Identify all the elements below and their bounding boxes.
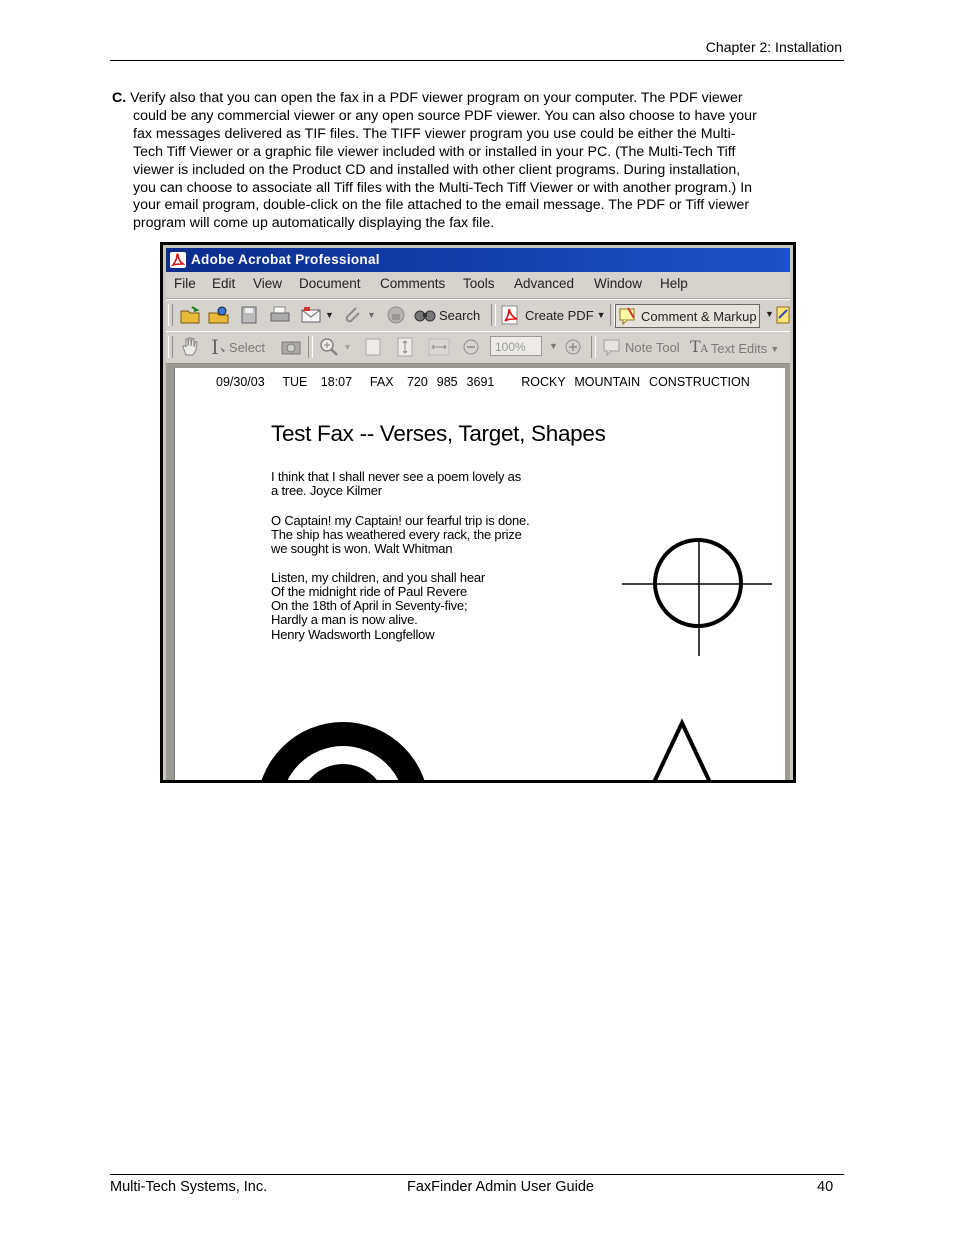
- print-icon: [269, 305, 291, 325]
- crosshair-target-shape: [622, 538, 772, 658]
- text-edits-label: Text Edits: [710, 341, 768, 356]
- search-label: Search: [439, 307, 481, 323]
- poem-line: I think that I shall never see a poem lovely as: [271, 469, 522, 484]
- save-button[interactable]: [240, 305, 258, 325]
- paragraph-line: Tech Tiff Viewer or a graphic file viewer included with or installed in your PC. (The Multi-Tech Tiff: [133, 143, 736, 160]
- actual-size-button[interactable]: [364, 337, 382, 357]
- comment-icon: [618, 306, 638, 326]
- paragraph-line: could be any commercial viewer or any open source PDF viewer. You can also choose to have your: [133, 107, 757, 124]
- select-label: Select: [228, 339, 266, 355]
- paragraph-line: viewer is included on the Product CD and installed with other client programs. During installation,: [133, 161, 741, 178]
- footer-guide-title: FaxFinder Admin User Guide: [407, 1179, 594, 1195]
- secure-icon: [385, 305, 407, 325]
- file-toolbar: [166, 299, 790, 332]
- email-icon: [300, 305, 322, 325]
- zoom-in-tool-button[interactable]: [318, 337, 352, 357]
- page-footer: [110, 1174, 844, 1195]
- toolbar-separator: [591, 336, 596, 358]
- poem-line: a tree. Joyce Kilmer: [271, 483, 382, 498]
- paragraph-line: your email program, double-click on the file attached to the email message. The PDF or Tiff viewer: [133, 197, 750, 214]
- text-edits-icon: TA: [690, 337, 708, 356]
- dropdown-arrow-icon[interactable]: ▼: [770, 343, 780, 354]
- sign-icon: [776, 305, 790, 325]
- page-number: 40: [817, 1179, 834, 1195]
- acrobat-icon: [170, 252, 186, 268]
- save-icon: [240, 305, 258, 325]
- poem-line: Listen, my children, and you shall hear: [271, 570, 486, 585]
- toolbar-grip[interactable]: [168, 304, 173, 326]
- poem-line: Hardly a man is now alive.: [271, 612, 418, 627]
- dropdown-arrow-icon[interactable]: ▼: [549, 341, 558, 351]
- search-button[interactable]: [414, 305, 480, 325]
- poem-line: we sought is won. Walt Whitman: [271, 541, 453, 556]
- snapshot-button[interactable]: [280, 337, 302, 357]
- organizer-icon: [208, 305, 230, 325]
- fit-width-icon: [428, 337, 450, 357]
- instruction-paragraph: [112, 90, 834, 233]
- acrobat-screenshot: [160, 242, 796, 783]
- text-edits-button[interactable]: [690, 337, 779, 360]
- attach-icon: [342, 305, 364, 325]
- step-label: C.: [112, 90, 127, 106]
- toolbar-separator: [491, 304, 496, 326]
- select-text-icon: I: [211, 335, 219, 359]
- menu-document[interactable]: Document: [299, 276, 361, 291]
- zoom-out-minus-icon: [462, 338, 480, 356]
- note-icon: [602, 337, 622, 357]
- organizer-button[interactable]: [208, 305, 230, 325]
- dropdown-arrow-icon[interactable]: ▼: [596, 310, 606, 320]
- window-title: Adobe Acrobat Professional: [191, 252, 380, 267]
- poem-line: Henry Wadsworth Longfellow: [271, 627, 435, 642]
- toolbar-separator: [308, 336, 313, 358]
- menu-view[interactable]: View: [253, 276, 283, 291]
- actual-size-icon: [364, 337, 382, 357]
- hand-tool-button[interactable]: [180, 337, 202, 357]
- dropdown-arrow-icon[interactable]: ▼: [343, 342, 352, 352]
- fit-page-button[interactable]: [396, 337, 414, 357]
- secure-button[interactable]: [385, 305, 407, 325]
- create-pdf-icon: [500, 305, 522, 325]
- basic-toolbar: [166, 331, 790, 364]
- menu-tools[interactable]: Tools: [463, 276, 495, 291]
- fax-header: 09/30/03 TUE 18:07 FAX 720 985 3691 ROCKY MOUNTAIN CONSTRUCTION: [216, 375, 750, 389]
- open-icon: [180, 305, 202, 325]
- search-icon: [414, 305, 436, 325]
- note-tool-button[interactable]: [602, 337, 680, 357]
- menu-advanced[interactable]: Advanced: [514, 276, 575, 291]
- menu-edit[interactable]: Edit: [212, 276, 236, 291]
- note-tool-label: Note Tool: [625, 339, 680, 355]
- fax-page: [174, 368, 785, 780]
- hand-icon: [180, 337, 202, 357]
- zoom-in-icon: [318, 337, 340, 357]
- menu-window[interactable]: Window: [594, 276, 643, 291]
- toolbar-grip[interactable]: [168, 336, 173, 358]
- dropdown-arrow-icon[interactable]: ▼: [325, 310, 334, 320]
- menu-bar: [166, 272, 790, 299]
- poem-line: On the 18th of April in Seventy-five;: [271, 598, 468, 613]
- create-pdf-button[interactable]: [500, 305, 606, 325]
- poem-line: Of the midnight ride of Paul Revere: [271, 584, 468, 599]
- zoom-level-input[interactable]: 100%: [490, 336, 542, 356]
- title-bar: [166, 248, 790, 272]
- zoom-out-button[interactable]: [462, 338, 480, 356]
- footer-company: Multi-Tech Systems, Inc.: [110, 1179, 268, 1195]
- print-button[interactable]: [269, 305, 291, 325]
- sign-button[interactable]: [776, 305, 790, 325]
- snapshot-icon: [280, 337, 302, 357]
- page-header: [110, 38, 844, 61]
- document-view[interactable]: [166, 364, 790, 780]
- create-pdf-label: Create PDF: [525, 307, 594, 323]
- select-tool-button[interactable]: [211, 337, 265, 357]
- paragraph-line: Verify also that you can open the fax in a PDF viewer program on your computer. The PDF viewer: [130, 90, 743, 106]
- fit-page-icon: [396, 337, 414, 357]
- menu-help[interactable]: Help: [660, 276, 688, 291]
- fax-title: Test Fax -- Verses, Target, Shapes: [271, 421, 606, 446]
- paragraph-line: program will come up automatically displaying the fax file.: [133, 215, 495, 232]
- comment-markup-label: Comment & Markup: [641, 308, 757, 324]
- poem-line: The ship has weathered every rack, the prize: [271, 527, 522, 542]
- email-button[interactable]: [300, 305, 334, 325]
- chapter-title: Chapter 2: Installation: [705, 39, 842, 55]
- comment-markup-button[interactable]: [615, 304, 760, 328]
- dropdown-arrow-icon[interactable]: ▼: [367, 310, 376, 320]
- paragraph-line: you can choose to associate all Tiff files with the Multi-Tech Tiff Viewer or with another program.) In: [133, 179, 753, 196]
- attach-button[interactable]: [342, 305, 376, 325]
- target-and-triangle-shapes: [245, 698, 765, 780]
- fit-width-button[interactable]: [428, 337, 450, 357]
- paragraph-line: fax messages delivered as TIF files. The TIFF viewer program you use could be either the Multi-: [133, 125, 736, 142]
- zoom-in-button[interactable]: [564, 338, 582, 356]
- zoom-in-plus-icon: [564, 338, 582, 356]
- poem-line: O Captain! my Captain! our fearful trip is done.: [271, 513, 530, 528]
- menu-comments[interactable]: Comments: [380, 276, 446, 291]
- menu-file[interactable]: File: [174, 276, 196, 291]
- open-button[interactable]: [180, 305, 202, 325]
- dropdown-arrow-icon[interactable]: ▼: [765, 309, 774, 319]
